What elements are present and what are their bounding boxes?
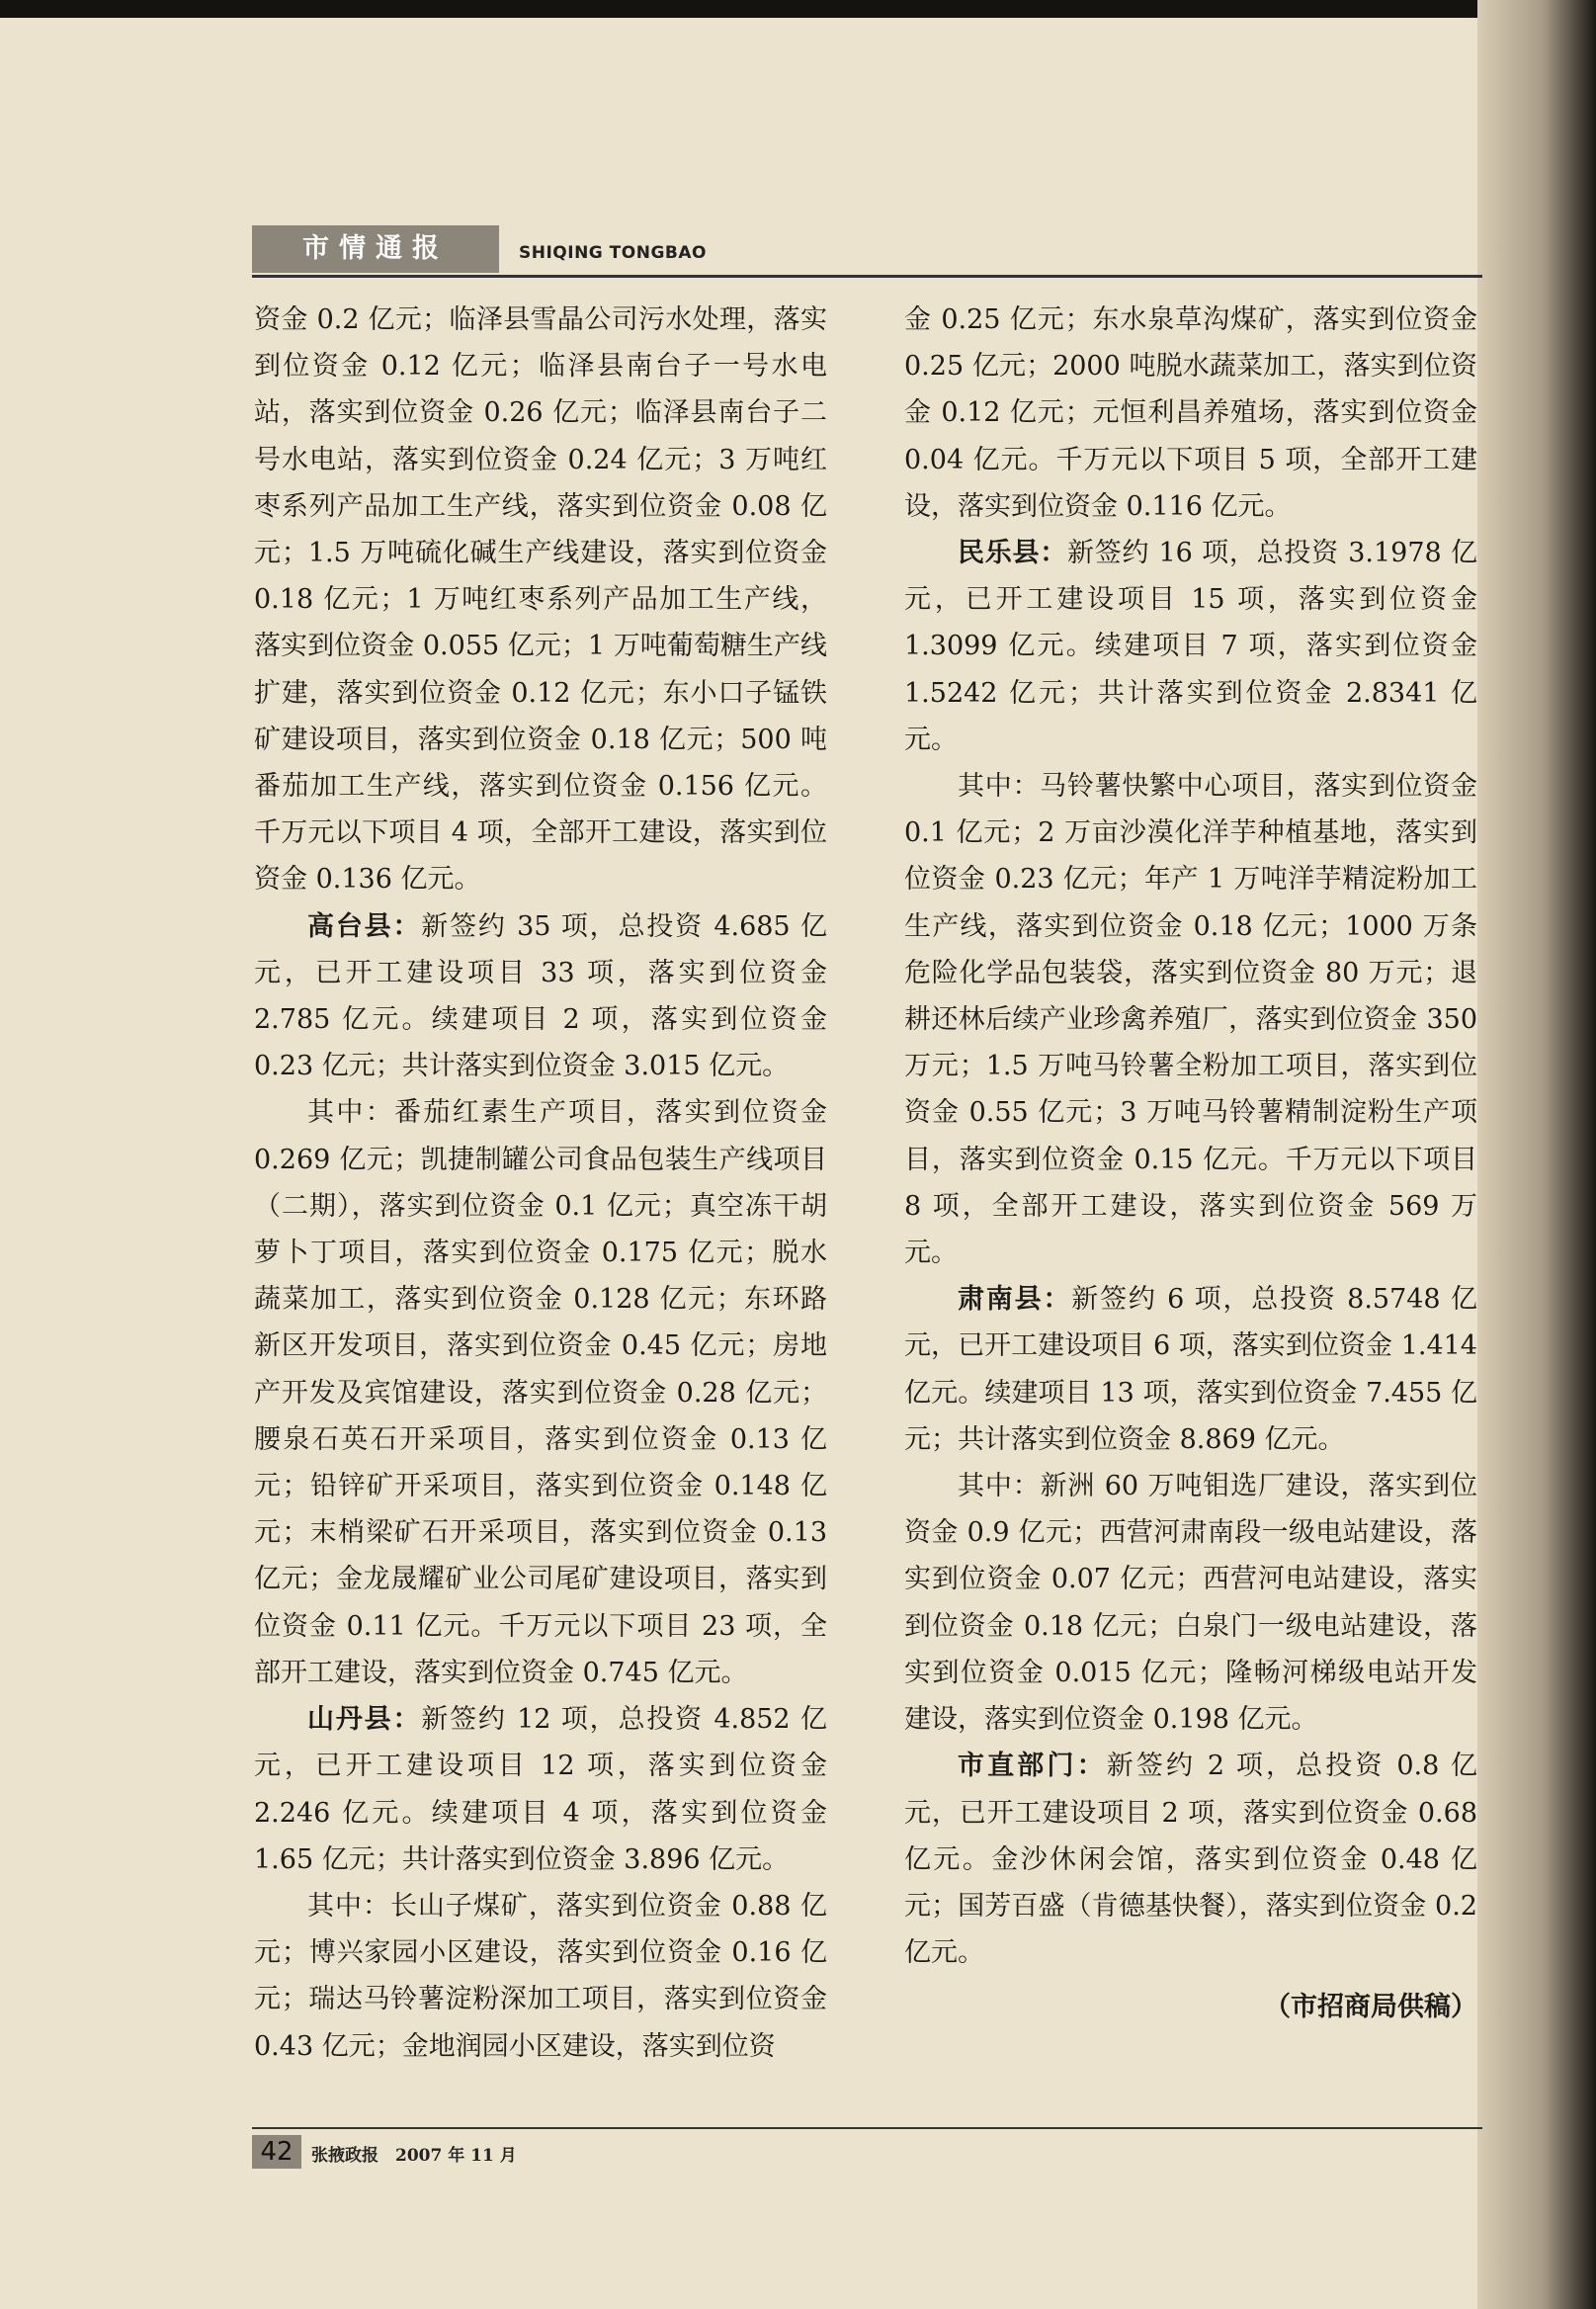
right-column [904, 297, 1477, 2031]
county-label-shandan: 山丹县： [307, 1704, 422, 1736]
gaotai-summary: 新签约 35 项，总投资 4.685 亿元，已开工建设项目 33 项，落实到位资金 2.785 亿元。续建项目 2 项，落实到位资金 0.23 亿元；共计落实到位资金 3.015 亿元。 [254, 910, 828, 1082]
county-label-sunan: 肃南县： [958, 1284, 1072, 1316]
shandan-summary: 新签约 12 项，总投资 4.852 亿元，已开工建设项目 12 项，落实到位资金 2.246 亿元。续建项目 4 项，落实到位资金 1.65 亿元；共计落实到位资金 3.896 亿元。 [254, 1704, 828, 1875]
section-pinyin: SHIQING TONGBAO [519, 243, 707, 263]
footer-rule [252, 2127, 1482, 2129]
right-paragraph-1: 金 0.25 亿元；东水泉草沟煤矿，落实到位资金 0.25 亿元；2000 吨脱水蔬菜加工，落实到位资金 0.12 亿元；元恒利昌养殖场，落实到位资金 0.04 亿元。千万元以下项目 5 项，全部开工建设，落实到位资金 0.116 亿元。 [904, 304, 1477, 522]
county-label-gaotai: 高台县： [307, 910, 422, 942]
page-gutter-shadow [1477, 0, 1596, 2309]
right-paragraph-city [904, 1743, 1477, 1976]
right-paragraph-minle [904, 530, 1477, 763]
city-summary: 新签约 2 项，总投资 0.8 亿元，已开工建设项目 2 项，落实到位资金 0.68 亿元。金沙休闲会馆，落实到位资金 0.48 亿元；国芳百盛（肯德基快餐），落实到位资金 0.2 亿元。 [904, 1751, 1477, 1969]
publication-info: 张掖政报 2007 年 11 月 [311, 2146, 517, 2166]
left-paragraph-gaotai [254, 903, 827, 1090]
sunan-summary: 新签约 6 项，总投资 8.5748 亿元，已开工建设项目 6 项，落实到位资金 1.414 亿元。续建项目 13 项，落实到位资金 7.455 亿元；共计落实到位资金 8.869 亿元。 [904, 1284, 1478, 1455]
left-paragraph-5: 其中：长山子煤矿，落实到位资金 0.88 亿元；博兴家园小区建设，落实到位资金 0.16 亿元；瑞达马铃薯淀粉深加工项目，落实到位资金 0.43 亿元；金地润园小区建设，落实到位资 [254, 1890, 827, 2062]
right-paragraph-3: 其中：马铃薯快繁中心项目，落实到位资金 0.1 亿元；2 万亩沙漠化洋芋种植基地，落实到位资金 0.23 亿元；年产 1 万吨洋芋精淀粉加工生产线，落实到位资金 0.18 亿元；1000 万条危险化学品包装袋，落实到位资金 80 万元；退耕还林后续产业珍禽养殖厂，落实到位资金 350 万元；1.5 万吨马铃薯全粉加工项目，落实到位资金 0.55 亿元；3 万吨马铃薯精制淀粉生产项目，落实到位资金 0.15 亿元。千万元以下项目 8 项，全部开工建设，落实到位资金 569 万元。 [904, 771, 1477, 1269]
right-paragraph-sunan [904, 1276, 1477, 1463]
left-paragraph-shandan [254, 1696, 827, 1883]
article-source: （市招商局供稿） [1264, 1992, 1477, 2023]
dept-label-city: 市直部门： [958, 1751, 1107, 1782]
section-title: 市情通报 [302, 233, 449, 264]
left-paragraph-1: 资金 0.2 亿元；临泽县雪晶公司污水处理，落实到位资金 0.12 亿元；临泽县南台子一号水电站，落实到位资金 0.26 亿元；临泽县南台子二号水电站，落实到位资金 0.24 亿元；3 万吨红枣系列产品加工生产线，落实到位资金 0.08 亿元；1.5 万吨硫化碱生产线建设，落实到位资金 0.18 亿元；1 万吨红枣系列产品加工生产线，落实到位资金 0.055 亿元；1 万吨葡萄糖生产线扩建，落实到位资金 0.12 亿元；东小口子锰铁矿建设项目，落实到位资金 0.18 亿元；500 吨番茄加工生产线，落实到位资金 0.156 亿元。千万元以下项目 4 项，全部开工建设，落实到位资金 0.136 亿元。 [254, 304, 827, 896]
minle-summary: 新签约 16 项，总投资 3.1978 亿元，已开工建设项目 15 项，落实到位资金 1.3099 亿元。续建项目 7 项，落实到位资金 1.5242 亿元；共计落实到位资金 2.8341 亿元。 [904, 538, 1477, 755]
section-header [252, 225, 1482, 277]
header-rule [252, 275, 1482, 278]
left-column [254, 297, 827, 2070]
page-number: 42 [252, 2135, 301, 2169]
right-paragraph-5: 其中：新洲 60 万吨钼选厂建设，落实到位资金 0.9 亿元；西营河肃南段一级电站建设，落实到位资金 0.07 亿元；西营河电站建设，落实到位资金 0.18 亿元；白泉门一级电站建设，落实到位资金 0.015 亿元；隆畅河梯级电站开发建设，落实到位资金 0.198 亿元。 [904, 1471, 1477, 1736]
left-paragraph-3: 其中：番茄红素生产项目，落实到位资金 0.269 亿元；凯捷制罐公司食品包装生产线项目（二期），落实到位资金 0.1 亿元；真空冻干胡萝卜丁项目，落实到位资金 0.175 亿元；脱水蔬菜加工，落实到位资金 0.128 亿元；东环路新区开发项目，落实到位资金 0.45 亿元；房地产开发及宾馆建设，落实到位资金 0.28 亿元；腰泉石英石开采项目，落实到位资金 0.13 亿元；铅锌矿开采项目，落实到位资金 0.148 亿元；末梢梁矿石开采项目，落实到位资金 0.13 亿元；金龙晟耀矿业公司尾矿建设项目，落实到位资金 0.11 亿元。千万元以下项目 23 项，全部开工建设，落实到位资金 0.745 亿元。 [254, 1097, 827, 1688]
county-label-minle: 民乐县： [958, 538, 1067, 569]
section-title-box [252, 225, 499, 273]
page-footer [252, 2127, 1482, 2167]
